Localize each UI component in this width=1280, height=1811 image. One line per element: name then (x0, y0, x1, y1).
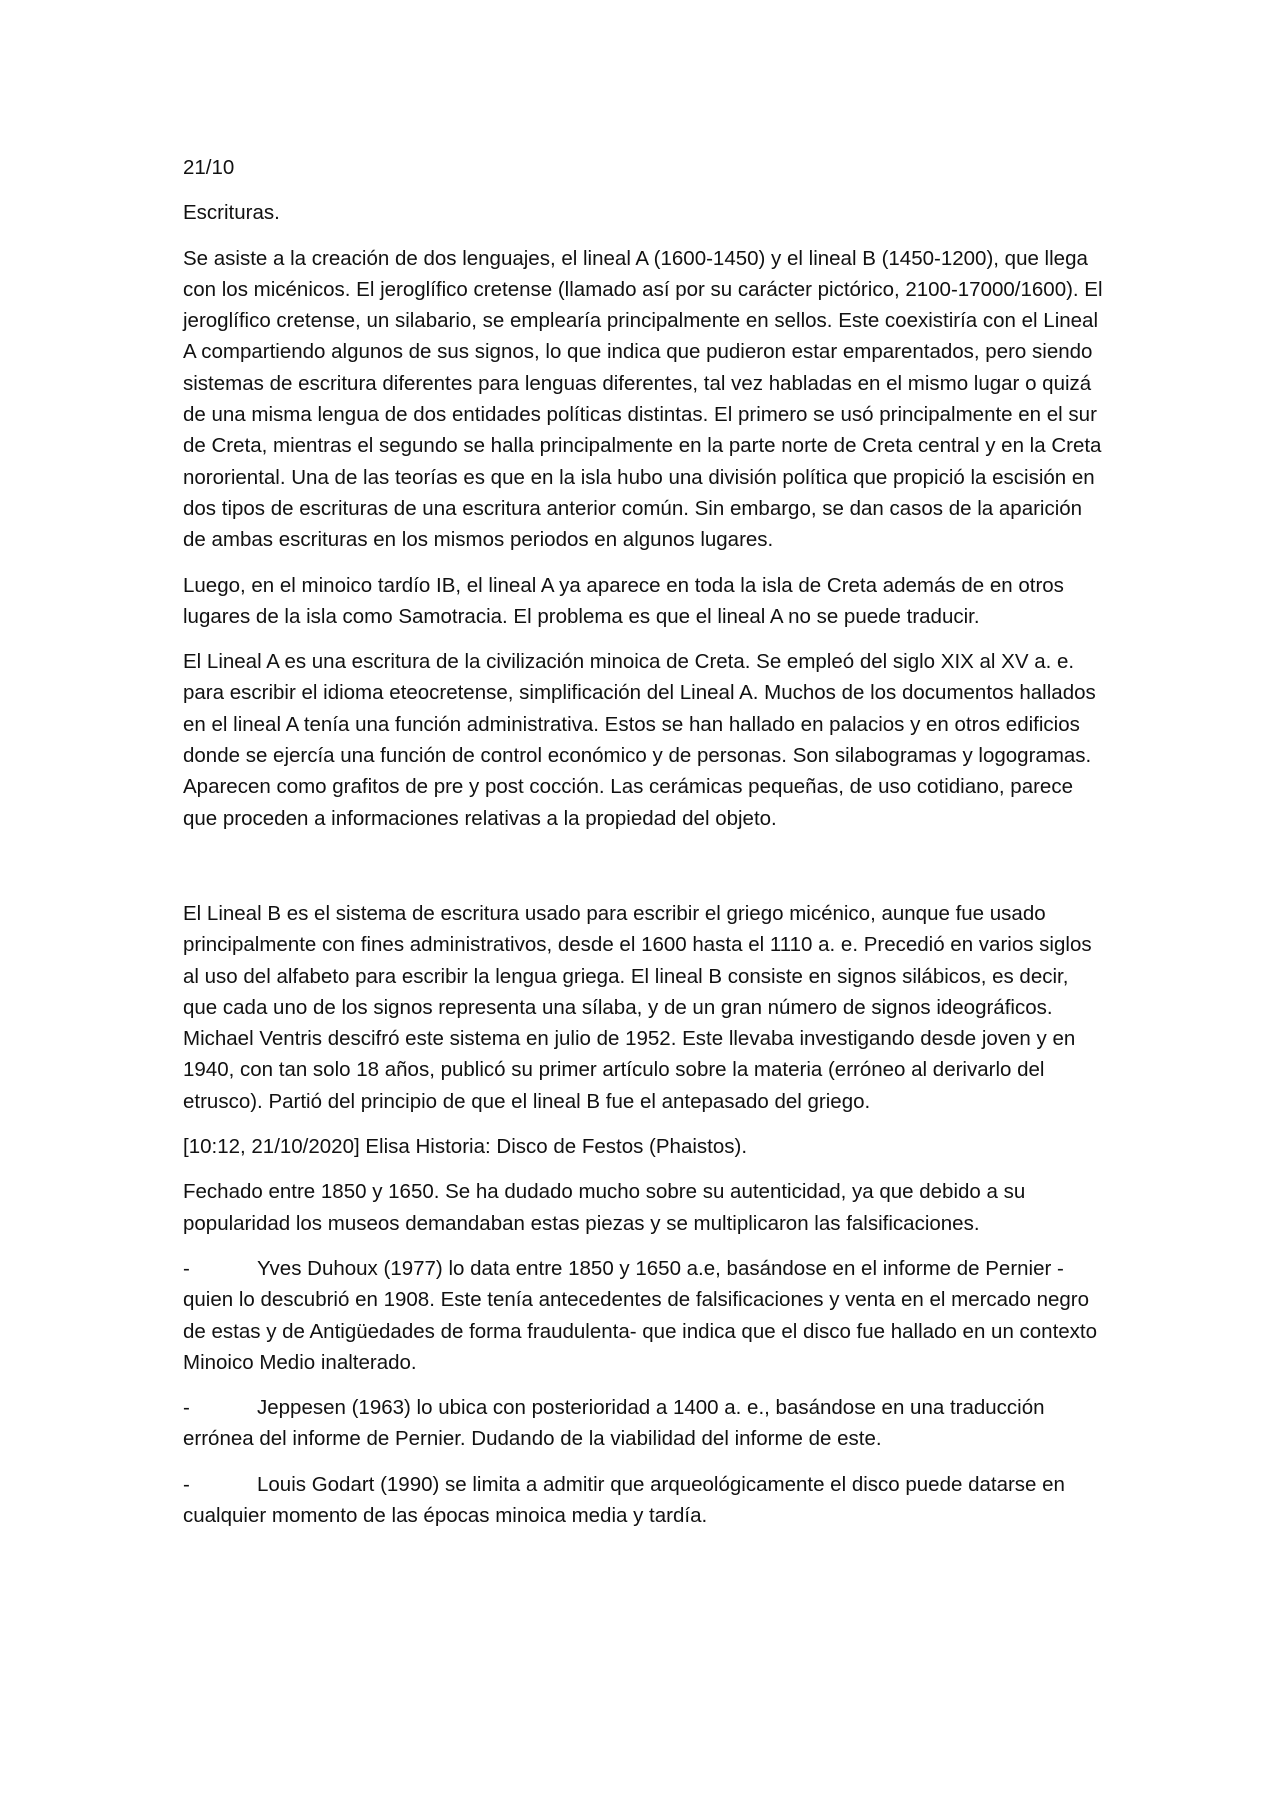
bullet-marker: - (183, 1472, 190, 1496)
bullet-item-jeppesen (183, 1392, 1108, 1455)
document-heading: Escrituras. (183, 201, 280, 225)
paragraph-dating: Fechado entre 1850 y 1650. Se ha dudado mucho sobre su autenticidad, ya que debido a su popularidad los museos demandaban estas piezas y se multiplicaron las falsificaciones. (183, 1180, 1026, 1235)
bullet-text: Louis Godart (1990) se limita a admitir que arqueológicamente el disco puede datarse en cualquier momento de las épocas minoica media y tardía. (183, 1472, 1065, 1527)
date-line: 21/10 (183, 156, 235, 179)
bullet-marker: - (183, 1256, 190, 1280)
paragraph-linear-b: El Lineal B es el sistema de escritura usado para escribir el griego micénico, aunque fue usado principalmente con fines administrativos, desde el 1600 hasta el 1110 a. e. Precedió en varios siglos al uso del alfabeto para escribir la lengua griega. El lineal B consiste en signos silábicos, es decir, que cada uno de los signos representa una sílaba, y de un gran número de signos ideográficos. Michael Ventris descifró este sistema en julio de 1952. Este llevaba investigando desde joven y en 1940, con tan solo 18 años, publicó su primer artículo sobre la materia (erróneo al derivarlo del etrusco). Partió del principio de que el lineal B fue el antepasado del griego. (183, 901, 1092, 1113)
bullet-text: Yves Duhoux (1977) lo data entre 1850 y 1650 a.e, basándose en el informe de Pernier -quien lo descubrió en 1908. Este tenía antecedentes de falsificaciones y venta en el mercado negro de estas y de Antigüedades de forma fraudulenta- que indica que el disco fue hallado en un contexto Minoico Medio inalterado. (183, 1256, 1098, 1374)
blank-line (183, 848, 1108, 898)
paragraph-writing-systems: Se asiste a la creación de dos lenguajes, el lineal A (1600-1450) y el lineal B (1450-1200), que llega con los micénicos. El jeroglífico cretense (llamado así por su carácter pictórico, 2100-17000/1600). El jeroglífico cretense, un silabario, se emplearía principalmente en sellos. Este coexistiría con el Lineal A compartiendo algunos de sus signos, lo que indica que pudieron estar emparentados, pero siendo sistemas de escritura diferentes para lenguas diferentes, tal vez habladas en el mismo lugar o quizá de una misma lengua de dos entidades políticas distintas. El primero se usó principalmente en el sur de Creta, mientras el segundo se halla principalmente en la parte norte de Creta central y en la Creta nororiental. Una de las teorías es que en la isla hubo una división política que propició la escisión en dos tipos de escrituras de una escritura anterior común. Sin embargo, se dan casos de la aparición de ambas escrituras en los mismos periodos en algunos lugares. (183, 246, 1103, 552)
bullet-item-godart (183, 1469, 1108, 1532)
paragraph-linear-a: El Lineal A es una escritura de la civilización minoica de Creta. Se empleó del siglo XIX al XV a. e. para escribir el idioma eteocretense, simplificación del Lineal A. Muchos de los documentos hallados en el lineal A tenía una función administrativa. Estos se han hallado en palacios y en otros edificios donde se ejercía una función de control económico y de personas. Son silabogramas y logogramas. Aparecen como grafitos de pre y post cocción. Las cerámicas pequeñas, de uso cotidiano, parece que proceden a informaciones relativas a la propiedad del objeto. (183, 650, 1096, 830)
paragraph-late-minoan: Luego, en el minoico tardío IB, el lineal A ya aparece en toda la isla de Creta además de en otros lugares de la isla como Samotracia. El problema es que el lineal A no se puede traducir. (183, 573, 1064, 628)
bullet-text: Jeppesen (1963) lo ubica con posterioridad a 1400 a. e., basándose en una traducción errónea del informe de Pernier. Dudando de la viabilidad del informe de este. (183, 1396, 1045, 1451)
document-page (183, 152, 1108, 1545)
paragraph-phaistos-disc: [10:12, 21/10/2020] Elisa Historia: Disco de Festos (Phaistos). (183, 1135, 748, 1159)
bullet-item-duhoux (183, 1253, 1108, 1378)
bullet-marker: - (183, 1396, 190, 1420)
